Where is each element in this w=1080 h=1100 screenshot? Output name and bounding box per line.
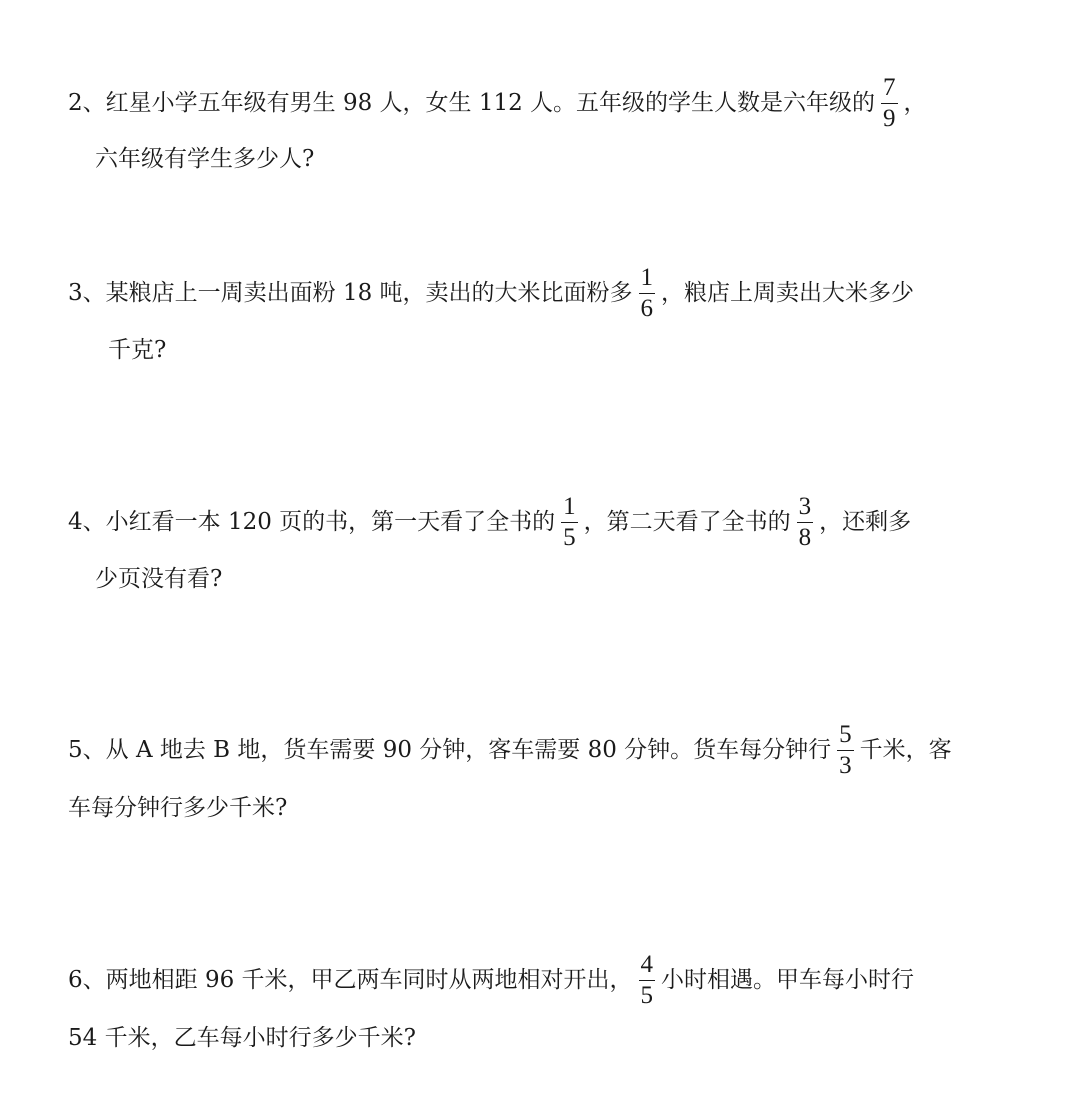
problem-5-fraction: [837, 722, 854, 778]
problem-2-line-2: [95, 129, 314, 189]
problem-6-text-a: 6、两地相距 96 千米，甲乙两车同时从两地相对开出，: [68, 966, 633, 993]
problem-6-text-b: 小时相遇。甲车每小时行: [661, 966, 915, 993]
problem-3-fraction: [639, 265, 656, 321]
fraction-numerator: 3: [798, 493, 812, 520]
problem-2-question: 六年级有学生多少人?: [95, 145, 315, 172]
fraction-bar: [797, 522, 814, 523]
problem-4-line-1: [68, 492, 911, 552]
fraction-bar: [837, 750, 854, 751]
fraction-denominator: 9: [883, 105, 896, 132]
problem-4-line-2: [95, 549, 222, 609]
problem-4-text-c: ，还剩多: [819, 508, 912, 535]
problem-6-question: 54 千米，乙车每小时行多少千米?: [68, 1024, 416, 1051]
problem-6-line-2: [68, 1008, 416, 1068]
problem-3-line-1: [68, 263, 914, 323]
problem-5-line-1: [68, 720, 952, 780]
fraction-denominator: 8: [798, 524, 812, 551]
problem-6-line-1: [68, 950, 914, 1010]
problem-3-question: 千克?: [108, 336, 167, 363]
problem-2-text-b: ，: [903, 89, 927, 116]
problem-3-line-2: [108, 320, 166, 380]
problem-4-text-a: 4、小红看一本 120 页的书，第一天看了全书的: [68, 508, 556, 535]
problem-5-question: 车每分钟行多少千米?: [68, 794, 288, 821]
fraction-numerator: 1: [563, 493, 576, 520]
fraction-bar: [881, 103, 898, 104]
problem-5-text-a: 5、从 A 地去 B 地，货车需要 90 分钟，客车需要 80 分钟。货车每分钟行: [68, 736, 832, 763]
fraction-bar: [561, 522, 578, 523]
problem-5-text-b: 千米，客: [859, 736, 952, 763]
problem-2-text-a: 2、红星小学五年级有男生 98 人，女生 112 人。五年级的学生人数是六年级的: [68, 89, 876, 116]
problem-3-text-a: 3、某粮店上一周卖出面粉 18 吨，卖出的大米比面粉多: [68, 279, 633, 306]
problem-4-question: 少页没有看?: [95, 565, 223, 592]
fraction-bar: [639, 293, 656, 294]
problem-4-fraction-2: [797, 494, 814, 550]
fraction-numerator: 5: [839, 721, 852, 748]
fraction-denominator: 6: [640, 295, 654, 322]
problem-4-text-b: ，第二天看了全书的: [583, 508, 791, 535]
fraction-denominator: 5: [563, 524, 576, 551]
problem-6-fraction: [639, 952, 656, 1008]
problem-5-line-2: [68, 778, 287, 838]
problem-2-fraction: [881, 75, 898, 131]
fraction-denominator: 3: [839, 752, 852, 779]
problem-3-text-b: ，粮店上周卖出大米多少: [661, 279, 915, 306]
problem-2-line-1: [68, 73, 927, 133]
problem-4-fraction-1: [561, 494, 578, 550]
fraction-numerator: 1: [640, 264, 654, 291]
fraction-numerator: 7: [883, 74, 896, 101]
fraction-numerator: 4: [640, 951, 654, 978]
fraction-denominator: 5: [640, 982, 654, 1009]
fraction-bar: [639, 980, 656, 981]
